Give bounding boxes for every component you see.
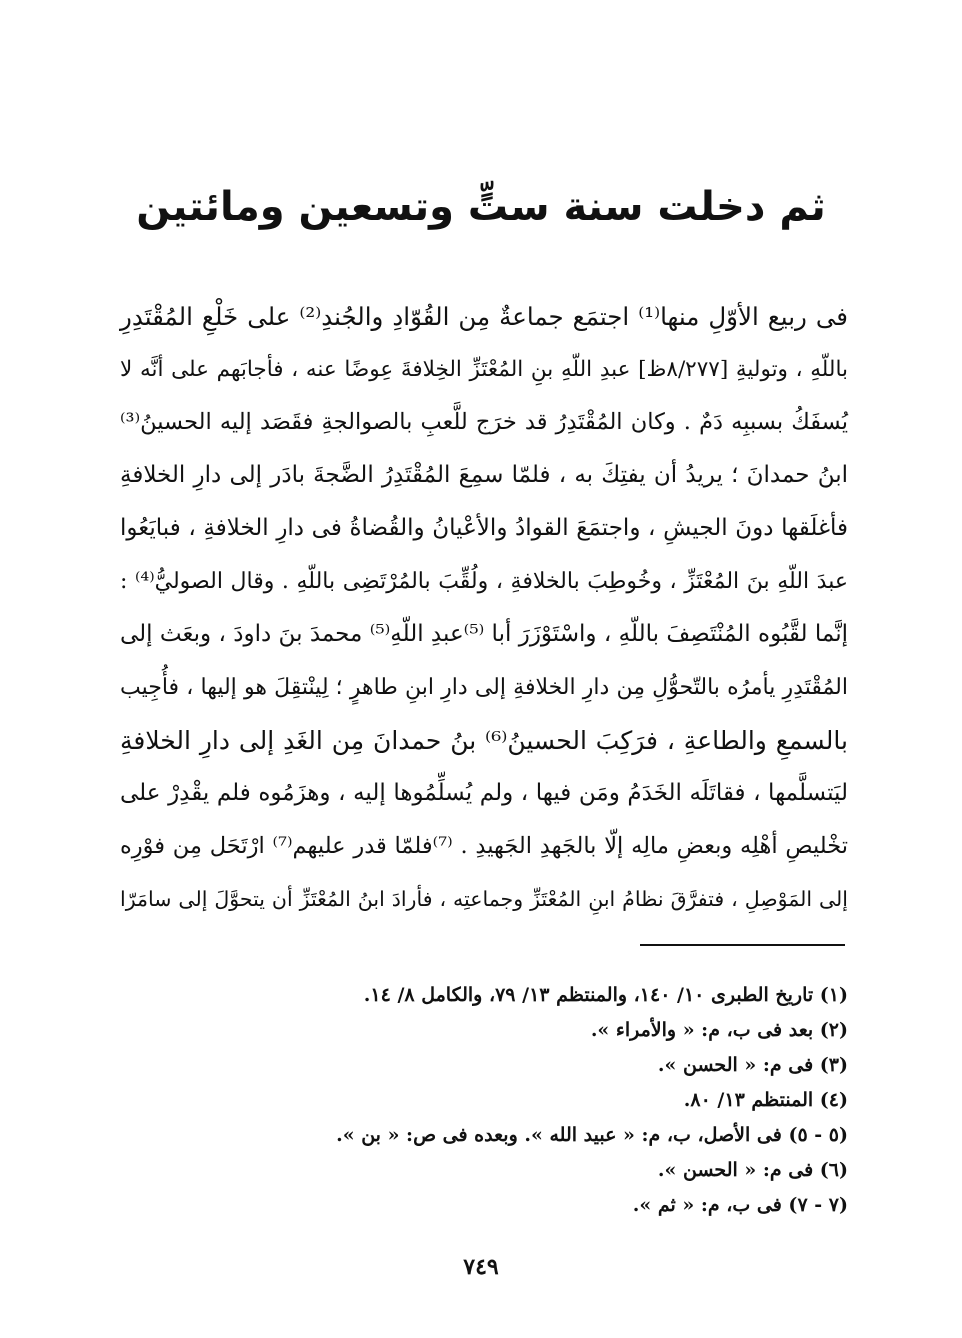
footnotes — [180, 978, 848, 1223]
text-line: المُقْتَدِرِ يأمرُه بالتّحوُّلِ مِن دارِ الخلافةِ إلى دارِ ابنِ طاهرٍ ؛ لِينْتقِلَ هو إليها ، فأُجِيب — [120, 675, 848, 700]
footnote-separator — [640, 944, 845, 946]
footnote: (١) تاريخ الطبرى ١٠/ ١٤٠، والمنتظم ١٣/ ٧٩، والكامل ٨/ ١٤. — [363, 984, 848, 1006]
page-number: ٧٤٩ — [463, 1254, 499, 1280]
footnote: (٦) فى م: « الحسن ». — [657, 1159, 848, 1181]
text-line: ليَتسلَّمها ، فقاتَلَه الخَدَمُ ومَن فيها ، ولم يُسلِّمُوها إليه ، وهزَمُوه فلم يقْدِرْ على — [120, 780, 848, 806]
footnote: (٥ - ٥) فى الأصل، ب، م: « عبيد الله ». وبعده فى ص: « بن ». — [336, 1124, 848, 1146]
footnote: (٢) بعد فى ب، م: « والأمراء ». — [590, 1019, 848, 1041]
text-line: بالسمعِ والطاعةِ ، فرَكِبَ الحسينُ⁽⁶⁾ بنُ حمدانَ مِن الغَدِ إلى دارِ الخلافةِ — [120, 726, 848, 755]
text-line: تخْليصِ أهْلِه وبعضِ مالِه إلّا بالجَهدِ الجَهيدِ . ⁽⁷⁾فلمّا قدر عليهم⁽⁷⁾ ارْتَحَل مِن فوْرِه — [120, 833, 848, 859]
footnote: (٤) المنتظم ١٣/ ٨٠. — [683, 1089, 848, 1111]
footnote: (٣) فى م: « الحسن ». — [657, 1054, 848, 1076]
text-line: ابنُ حمدانَ ؛ يريدُ أن يفتِكَ به ، فلمّا سمِعَ المُقْتَدِرُ الضَّجةَ بادَر إلى دارِ الخلافةِ — [120, 462, 848, 488]
text-line: إنَّما لقَّبُوه المُنْتَصِفَ باللّهِ ، واسْتَوْزَرَ أبا ⁽⁵⁾عبدِ اللّهِ⁽⁵⁾ محمدَ بنَ داودَ ، وبعَث إلى — [120, 621, 848, 647]
text-line: إلى المَوْصِلِ ، فتفرَّقَ نظامُ ابنِ المُعْتَزِّ وجماعتِه ، فأرادَ ابنُ المُعْتَزِّ أن يتحوَّلَ إلى سامَرّا — [120, 887, 848, 911]
footnote: (٧ - ٧) فى ب، م: « ثم ». — [632, 1194, 848, 1216]
text-line: يُسفَكُ بسببِه دَمٌ . وكان المُقْتَدِرُ قد خرَج للَّعبِ بالصوالجةِ فقَصَد إليه الحسينُ⁽³⁾ — [120, 409, 848, 435]
text-line: عبدَ اللّهِ بنَ المُعْتَزِّ ، وخُوطِبَ بالخلافةِ ، ولُقِّبَ بالمُرْتَضِى باللّهِ . وقال الصوليُّ⁽⁴⁾ : — [120, 569, 848, 594]
text-line: فى ربيع الأوّلِ منها⁽¹⁾ اجتمَع جماعةٌ مِن القُوّادِ والجُندِ⁽²⁾ على خَلْعِ المُقْتَدِرِ — [120, 302, 848, 331]
text-line: فأغلَقها دونَ الجيشِ ، واجتمَعَ القوادُ والأعْيانُ والقُضاةُ فى دارِ الخلافةِ ، فبايَعُوا — [120, 515, 848, 541]
main-text — [120, 290, 848, 926]
chapter-title: ثم دخلت سنة ستٍّ وتسعين ومائتين — [136, 183, 826, 230]
text-line: باللّهِ ، وتوليةِ [٨/٢٧٧ظ] عبدِ اللّهِ بنِ المُعْتَزِّ الخِلافةَ عِوضًا عنه ، فأجابَهم على أنَّه لا — [120, 357, 848, 382]
